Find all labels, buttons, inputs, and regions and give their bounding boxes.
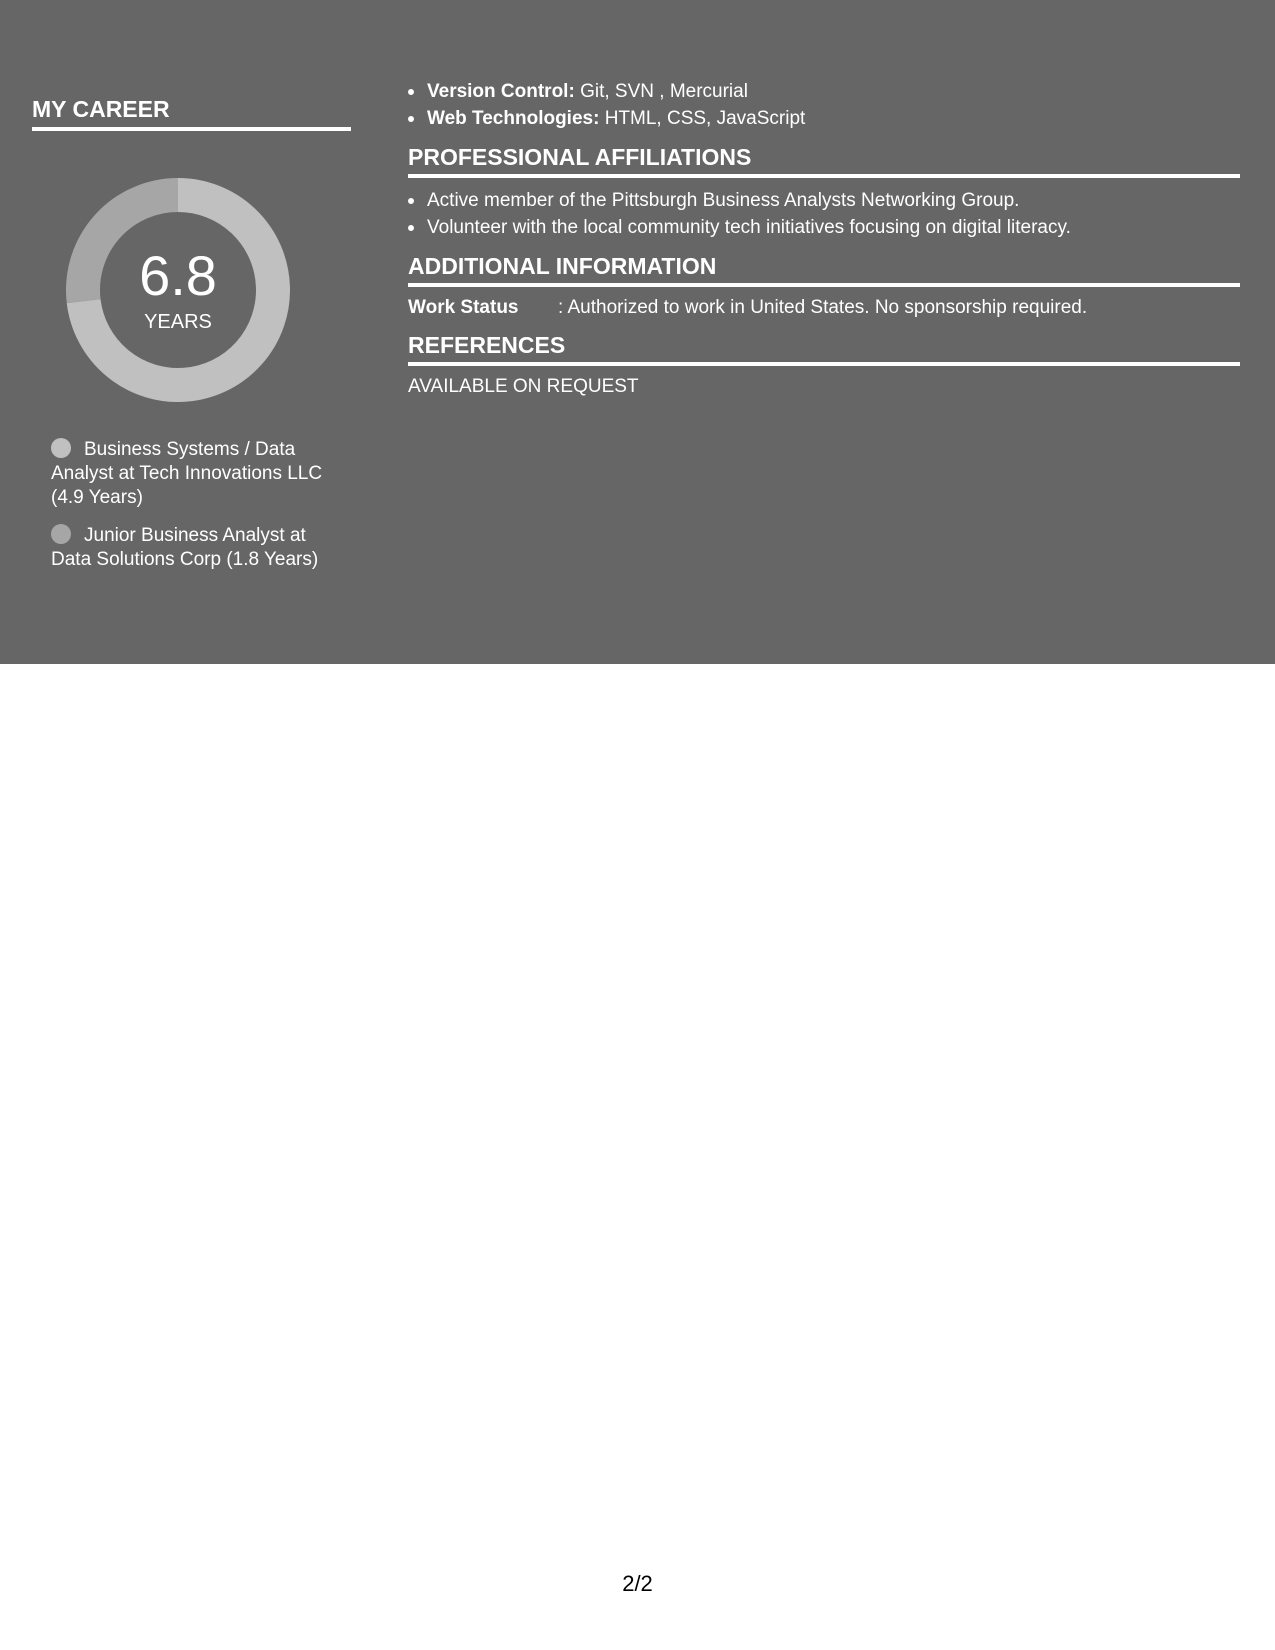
legend-dot-icon [51,438,71,458]
career-heading: MY CAREER [32,98,351,131]
legend-item-tech-innovations [51,438,341,510]
total-years-unit: YEARS [144,311,212,333]
additional-info-section [408,255,1240,320]
skills-list [408,78,1240,132]
page-number: 2/2 [622,1571,653,1596]
career-legend [51,438,341,586]
references-section [408,334,1240,399]
skill-item-web-technologies [408,105,1240,132]
affiliation-item: Active member of the Pittsburgh Business Analysts Networking Group. [408,187,1240,214]
legend-item-data-solutions [51,524,341,572]
legend-label: Business Systems / Data Analyst at Tech Innovations LLC (4.9 Years) [51,439,323,508]
legend-label: Junior Business Analyst at Data Solutions Corp (1.8 Years) [51,525,319,570]
right-column [408,78,1240,399]
skill-label: Web Technologies: [427,108,600,129]
affiliations-list [408,187,1240,241]
dark-content-band [0,0,1275,664]
affiliations-section [408,146,1240,241]
skill-value: Git, SVN , Mercurial [574,81,748,102]
skill-value: HTML, CSS, JavaScript [599,108,806,129]
additional-info-heading: ADDITIONAL INFORMATION [408,255,1240,287]
donut-center [66,178,290,402]
work-status-row [408,296,1240,320]
work-status-value: : Authorized to work in United States. No sponsorship required. [558,297,1088,318]
affiliation-item: Volunteer with the local community tech initiatives focusing on digital literacy. [408,214,1240,241]
skill-label: Version Control: [427,81,575,102]
work-status-label: Work Status [408,297,519,318]
references-text: AVAILABLE ON REQUEST [408,376,639,397]
legend-dot-icon [51,524,71,544]
career-section [32,96,352,570]
affiliations-heading: PROFESSIONAL AFFILIATIONS [408,146,1240,178]
career-donut-chart [66,178,290,402]
skill-item-version-control [408,78,1240,105]
total-years-value: 6.8 [139,244,217,307]
references-heading: REFERENCES [408,334,1240,366]
